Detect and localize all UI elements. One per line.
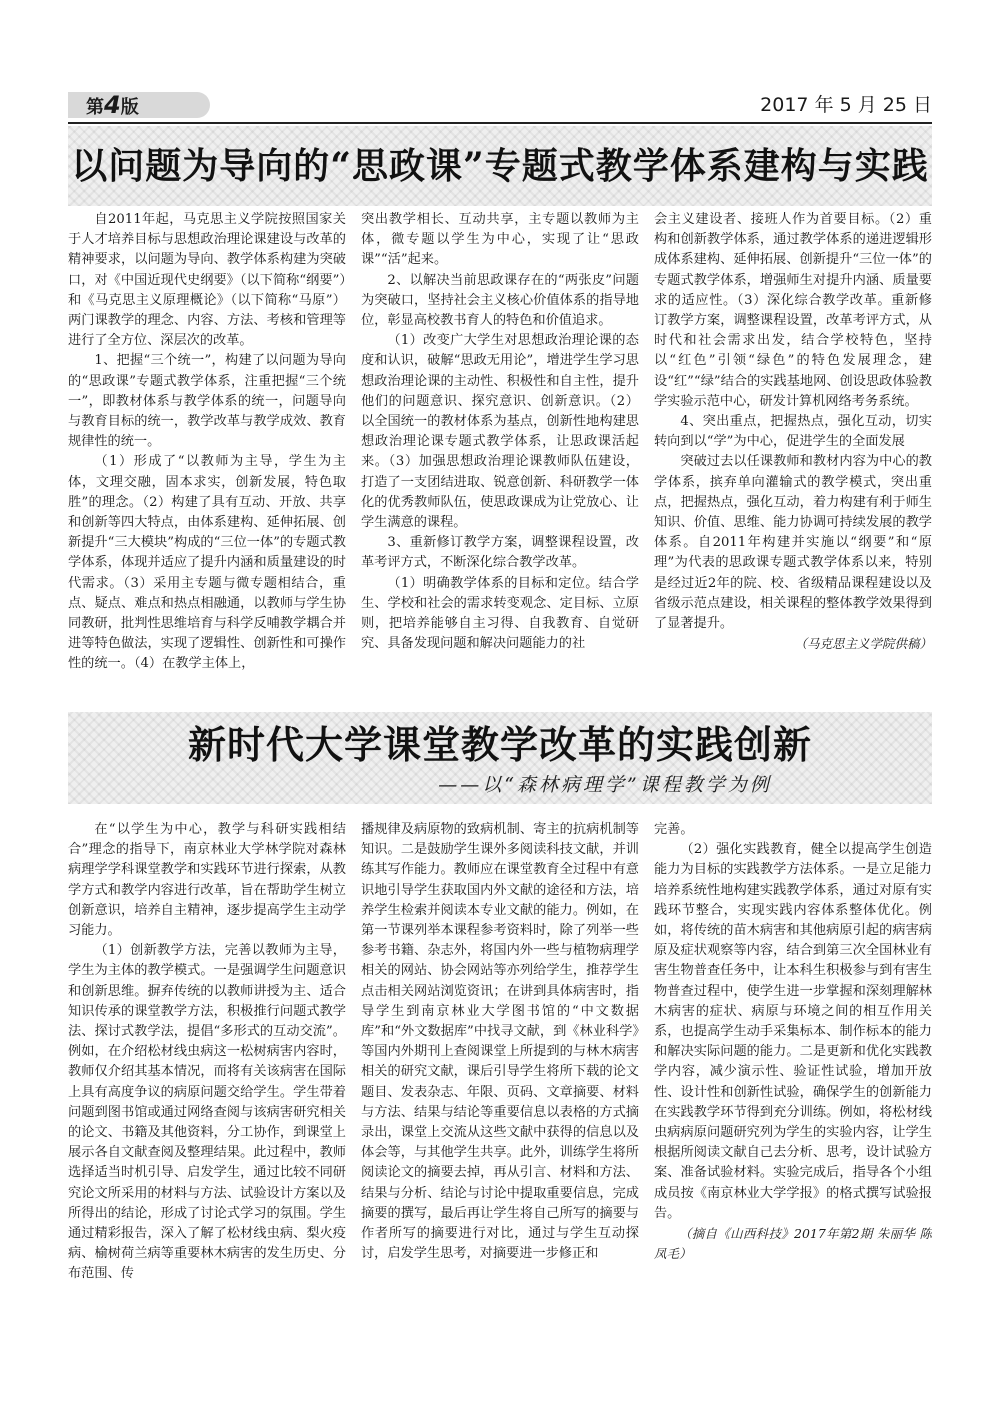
paragraph: 1、把握“三个统一”，构建了以问题为导向的“思政课”专题式教学体系，注重把握“三个统一”，即教材体系与教学体系的统一，问题导向与教育目标的统一，教学改革与教学成效、教育规律性的统一。 <box>68 353 346 450</box>
article2-body <box>68 820 932 1320</box>
article1-headline-box <box>68 126 932 206</box>
article2-headline-box <box>68 712 932 804</box>
issue-date: 2017 年 5 月 25 日 <box>760 94 932 116</box>
article2-title: 新时代大学课堂教学改革的实践创新 <box>187 722 812 767</box>
masthead <box>68 92 932 122</box>
article1-credit: （马克思主义学院供稿） <box>794 636 932 652</box>
article1-column-2 <box>361 210 639 690</box>
paragraph: （2）强化实践教育，健全以提高学生创造能力为目标的实践教学方法体系。一是立足能力培养系统性地构建实践教学体系，通过对原有实践环节整合，实现实践内容体系整体优化。例如，将传统的苗木病害和其他病原引起的病害病原及症状观察等内容，结合到第三次全国林业有害生物普查任务中，让本科生积极参与到有害生物普查过程中，使学生进一步掌握和深刻理解林木病害的症状、病原与环境之间的相互作用关系，也提高学生动手采集标本、制作标本的能力和解决实际问题的能力。二是更新和优化实践教学内容，减少演示性、验证性试验，增加开放性、设计性和创新性试验，确保学生的创新能力在实践教学环节得到充分训练。例如，将松材线虫病病原问题研究列为学生的实验内容，让学生根据所阅读文献自己去分析、思考，设计试验方案、准备试验材料。实验完成后，指导各个小组成员按《南京林业大学学报》的格式撰写试验报告。 <box>654 842 932 1221</box>
paragraph: 自2011年起，马克思主义学院按照国家关于人才培养目标与思想政治理论课建设与改革的精神要求，以问题为导向、教学体系构建为突破口，对《中国近现代史纲要》（以下简称“纲要”）和《马克思主义原理概论》（以下简称“马原”）两门课教学的理念、内容、方法、考核和管理等进行了全方位、深层次的改革。 <box>68 212 346 349</box>
paragraph: 2、以解决当前思政课存在的“两张皮”问题为突破口，坚持社会主义核心价值体系的指导地位，彰显高校教书育人的特色和价值追求。 <box>361 272 639 329</box>
article2-credit: （摘自《山西科技》2017年第2期 朱丽华 陈凤毛） <box>654 1226 932 1262</box>
paragraph: 会主义建设者、接班人作为首要目标。（2）重构和创新教学体系，通过教学体系的递进逻辑形成体系建构、延伸拓展、创新提升“三位一体”的专题式教学体系，增强师生对提升内涵、质量要求的适应性。（3）深化综合教学改革。重新修订教学方案，调整课程设置，改革考评方式，从时代和社会需求出发，结合学校特色，坚持以“红色”引领“绿色”的特色发展理念，建设“红”“绿”结合的实践基地网、创设思政体验教学实验示范中心，研发计算机网络考务系统。 <box>654 212 932 409</box>
paragraph: 在“以学生为中心，教学与科研实践相结合”理念的指导下，南京林业大学林学院对森林病理学学科课堂教学和实践环节进行探索，从教学方式和教学内容进行改革，旨在帮助学生树立创新意识，培养自主精神，逐步提高学生主动学习能力。 <box>68 822 346 939</box>
article1-column-3 <box>654 210 932 690</box>
article2-column-1 <box>68 820 346 1320</box>
paragraph: 播规律及病原物的致病机制、寄主的抗病机制等知识。二是鼓励学生课外多阅读科技文献，并训练其写作能力。教师应在课堂教育全过程中有意识地引导学生获取国内外文献的途径和方法，培养学生检索并阅读本专业文献的能力。例如，在第一节课列举本课程参考资料时，除了列举一些参考书籍、杂志外，将国内外一些与植物病理学相关的网站、协会网站等亦列给学生，推荐学生点击相关网站浏览资讯；在讲到具体病害时，指导学生到南京林业大学图书馆的“中文数据库”和“外文数据库”中找寻文献，到《林业科学》等国内外期刊上查阅课堂上所提到的与林木病害相关的研究文献，课后引导学生将所下载的论文题目、发表杂志、年限、页码、文章摘要、材料与方法、结果与结论等重要信息以表格的方式摘录出，课堂上交流从这些文献中获得的信息以及体会等，与其他学生共享。此外，训练学生将所阅读论文的摘要去掉，再从引言、材料和方法、结果与分析、结论与讨论中提取重要信息，完成摘要的撰写，最后再让学生将自己所写的摘要与作者所写的摘要进行对比，通过与学生互动探讨，启发学生思考，对摘要进一步修正和 <box>361 822 639 1262</box>
paragraph: 3、重新修订教学方案，调整课程设置，改革考评方式，不断深化综合教学改革。 <box>361 535 639 571</box>
header-rule <box>68 122 932 124</box>
paragraph: 完善。 <box>654 822 694 837</box>
paragraph: （1）创新教学方法，完善以教师为主导，学生为主体的教学模式。一是强调学生问题意识和创新思维。摒弃传统的以教师讲授为主、适合知识传承的课堂教学方法，积极推行问题式教学法、探讨式教学法，提倡“多形式的互动交流”。例如，在介绍松材线虫病这一松树病害内容时，教师仅介绍其基本情况，而将有关该病害在国际上具有高度争议的病原问题交给学生。学生带着问题到图书馆或通过网络查阅与该病害研究相关的论文、书籍及其他资料，分工协作，到课堂上展示各自文献查阅及整理结果。此过程中，教师选择适当时机引导、启发学生，通过比较不同研究论文所采用的材料与方法、试验设计方案以及所得出的结论，形成了讨论式学习的氛围。学生通过精彩报告，深入了解了松材线虫病、梨火疫病、榆树荷兰病等重要林木病害的发生历史、分布范围、传 <box>68 943 346 1282</box>
article2-column-3 <box>654 820 932 1320</box>
paragraph: （1）改变广大学生对思想政治理论课的态度和认识，破解“思政无用论”，增进学生学习思想政治理论课的主动性、积极性和自主性，提升他们的问题意识、探究意识、创新意识。（2）以全国统一的教材体系为基点，创新性地构建思想政治理论课专题式教学体系，让思政课活起来。（3）加强思想政治理论课教师队伍建设，打造了一支团结进取、锐意创新、科研教学一体化的优秀教师队伍，使思政课成为让党放心、让学生满意的课程。 <box>361 333 639 531</box>
paragraph: （1）形成了“以教师为主导，学生为主体，文理交融，固本求实，创新发展，特色取胜”的理念。（2）构建了具有互动、开放、共享和创新等四大特点，由体系建构、延伸拓展、创新提升“三大模块”构成的“三位一体”的专题式教学体系，体现并适应了提升内涵和质量建设的时代需求。（3）采用主专题与微专题相结合，重点、疑点、难点和热点相融通，以教师与学生协同教研，批判性思维培育与科学反哺教学耦合并进等特色做法，实现了逻辑性、创新性和可操作性的统一。（4）在教学主体上， <box>68 454 346 672</box>
article1-body <box>68 210 932 690</box>
paragraph: 突出教学相长、互动共享，主专题以教师为主体，微专题以学生为中心，实现了让“思政课”“活”起来。 <box>361 212 639 268</box>
article2-subtitle: ——以“森林病理学”课程教学为例 <box>438 774 772 796</box>
article1-column-1 <box>68 210 346 690</box>
paragraph: 突破过去以任课教师和教材内容为中心的教学体系，摈弃单向灌输式的教学模式，突出重点，把握热点，强化互动，着力构建有利于师生知识、价值、思维、能力协调可持续发展的教学体系。自2011年构建并实施以“纲要”和“原理”为代表的思政课专题式教学体系以来，特别是经过近2年的院、校、省级精品课程建设以及省级示范点建设，相关课程的整体教学效果得到了显著提升。 <box>654 454 932 632</box>
edition-prefix: 第 <box>86 97 104 118</box>
paragraph: （1）明确教学体系的目标和定位。结合学生、学校和社会的需求转变观念、定目标、立原则，把培养能够自主习得、自我教育、自觉研究、具备发现问题和解决问题能力的社 <box>361 575 639 652</box>
article1-title: 以问题为导向的“思政课”专题式教学体系建构与实践 <box>71 145 929 187</box>
edition-number: 4 <box>104 91 121 119</box>
paragraph: 4、突出重点，把握热点，强化互动，切实转向到以“学”为中心，促进学生的全面发展 <box>654 414 932 450</box>
edition-label <box>68 92 210 118</box>
edition-suffix: 版 <box>120 97 139 118</box>
article2-column-2 <box>361 820 639 1320</box>
